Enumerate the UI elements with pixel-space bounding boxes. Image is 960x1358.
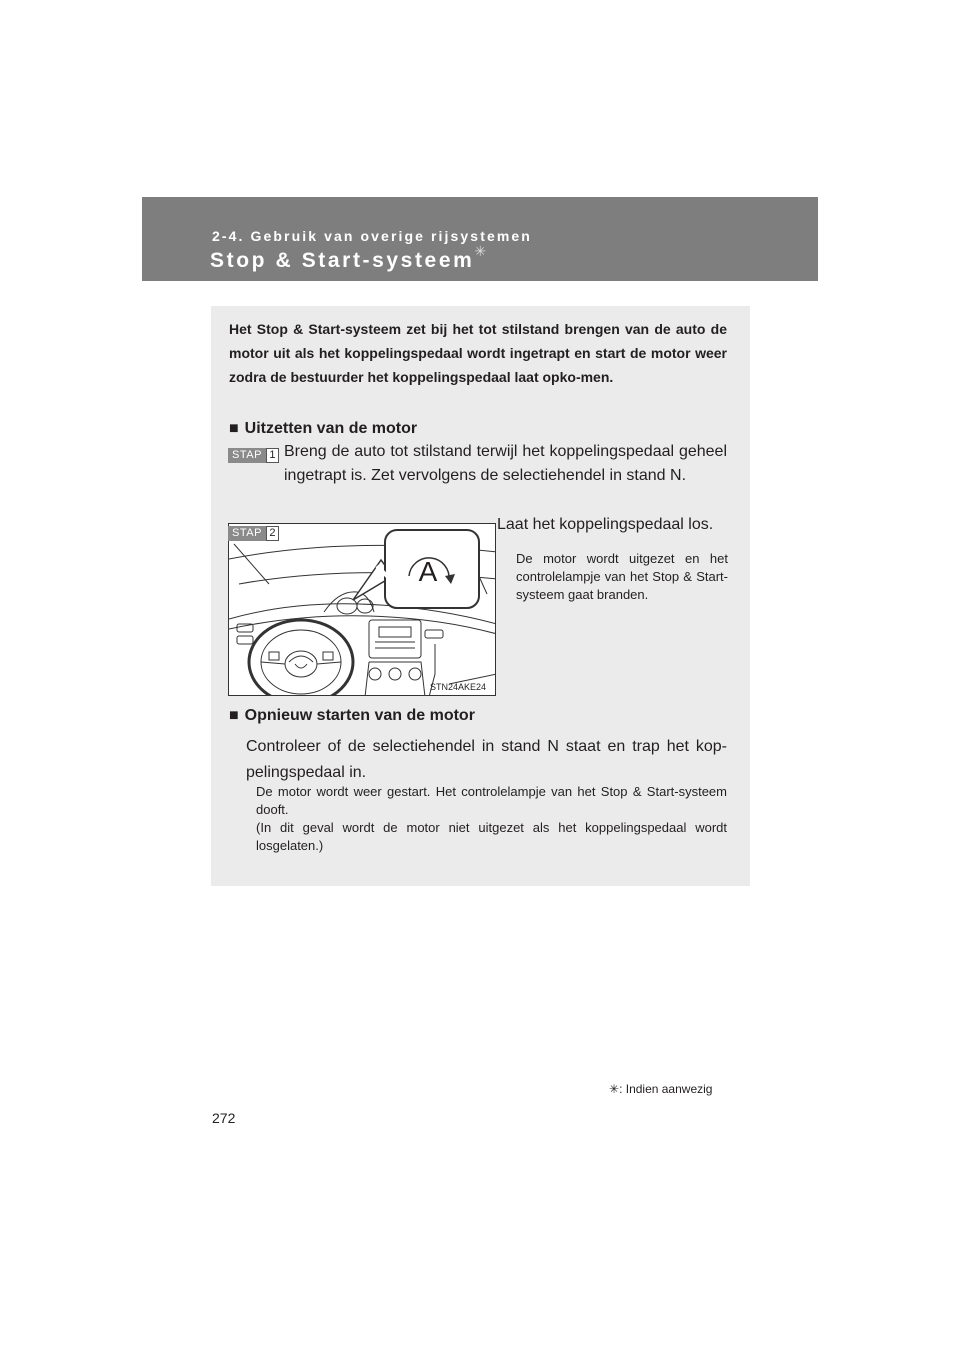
- footnote-asterisk-icon: ✳: [609, 1082, 620, 1096]
- restart-note: [256, 783, 727, 855]
- step-1-text: Breng de auto tot stilstand terwijl het koppelingspedaal geheel ingetrapt is. Zet vervolgens de selectiehendel in stand N.: [284, 443, 727, 484]
- page-number: 272: [212, 1110, 236, 1126]
- title-asterisk: ✳: [474, 243, 487, 259]
- restart-section-heading: [229, 707, 475, 725]
- illustration-code: STN24AKE24: [430, 682, 487, 692]
- page-title-text: Stop & Start-systeem: [210, 249, 475, 272]
- step-2-note: De motor wordt uitgezet en het controlelampje van het Stop & Start-systeem gaat branden.: [516, 551, 728, 602]
- restart-text: Controleer of de selectiehendel in stand N staat en trap het kop-pelingspedaal in.: [246, 738, 727, 781]
- restart-note-line-1: De motor wordt weer gestart. Het controlelampje van het Stop & Start-systeem dooft.: [256, 784, 727, 817]
- callout-letter: A: [418, 556, 438, 587]
- footnote-text: : Indien aanwezig: [619, 1082, 713, 1096]
- bullet-square-icon: ■: [229, 707, 239, 724]
- dashboard-illustration: [228, 523, 496, 696]
- step-1-word: STAP: [228, 448, 266, 463]
- stop-section-heading: [229, 420, 417, 438]
- restart-note-line-2: (In dit geval wordt de motor niet uitgezet als het koppelingspedaal wordt losgelaten.): [256, 820, 727, 853]
- stop-heading-text: Uitzetten van de motor: [244, 420, 418, 437]
- step-1-number: 1: [266, 448, 279, 463]
- step-2-text: Laat het koppelingspedaal los.: [497, 516, 714, 533]
- restart-heading-text: Opnieuw starten van de motor: [244, 707, 475, 724]
- step-1-badge: [228, 448, 279, 463]
- section-label: 2-4. Gebruik van overige rijsystemen: [212, 228, 532, 244]
- step-2-number: 2: [266, 526, 279, 541]
- intro-paragraph: Het Stop & Start-systeem zet bij het tot stilstand brengen van de auto de motor uit als het koppelingspedaal wordt ingetrapt en start de motor weer zodra de bestuurder het koppelingspedaal laat opko-men.: [229, 321, 727, 385]
- step-2-badge: [228, 526, 279, 541]
- step-2-word: STAP: [228, 526, 266, 541]
- dashboard-drawing: [229, 524, 496, 696]
- page-title: [210, 243, 487, 273]
- bullet-square-icon: ■: [229, 420, 239, 437]
- footnote: [609, 1082, 712, 1096]
